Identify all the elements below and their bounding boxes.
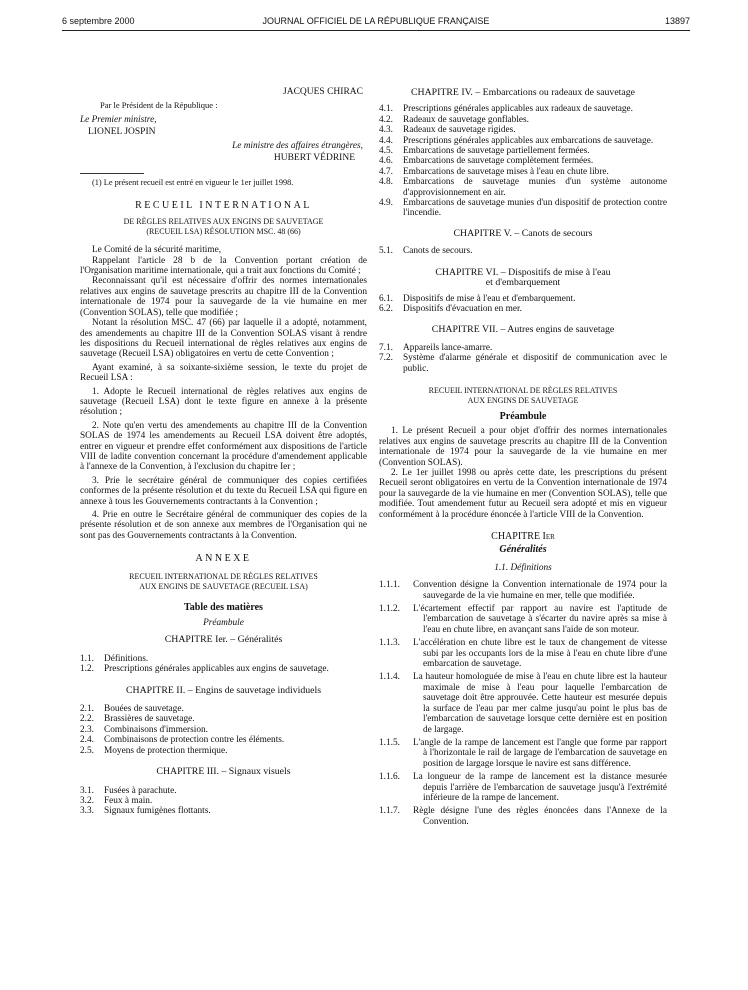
paragraph: 3. Prie le secrétaire général de communiquer des copies certifiées conformes de la présente résolution et du texte du Recueil LSA qui figure en annexe à tous les Gouvernements contractants à la Convention ; <box>80 475 367 507</box>
toc-item-number: 2.4. <box>80 735 94 746</box>
toc-item-text: Prescriptions générales applicables aux engins de sauvetage. <box>104 664 329 675</box>
header-date: 6 septembre 2000 <box>62 16 135 26</box>
recueil-title: RECUEIL INTERNATIONAL <box>135 199 312 211</box>
toc-chapter-4: CHAPITRE IV. – Embarcations ou radeaux de sauvetage <box>411 87 635 98</box>
toc-item-number: 1.2. <box>80 664 94 675</box>
definition-item <box>379 580 667 601</box>
header-rule <box>62 30 690 31</box>
toc-item-text: Appareils lance-amarre. <box>403 342 493 353</box>
signature-fa-title: Le ministre des affaires étrangères, <box>232 140 363 151</box>
toc-chapter-1-items <box>80 654 367 675</box>
toc-item <box>80 786 367 796</box>
recueil-subtitle-1: DE RÈGLES RELATIVES AUX ENGINS DE SAUVETAGE <box>123 217 324 227</box>
paragraph: Notant la résolution MSC. 47 (66) par laquelle il a adopté, notamment, des amendements au chapitre III de la Convention SOLAS visant à rendre les dispositions du Recueil international de règles relatives aux engins de sauvetage (Recueil LSA) obligatoires en vertu de cette Convention ; <box>80 318 367 360</box>
toc-title: Table des matières <box>184 601 263 613</box>
toc-item <box>80 714 367 724</box>
definition-text: Règle désigne l'une des règles énoncées dans l'Annexe de la Convention. <box>413 806 667 827</box>
toc-item-number: 4.6. <box>379 156 393 167</box>
paragraph: Rappelant l'article 28 b de la Convention portant création de l'Organisation maritime internationale, qui a trait aux fonctions du Comité ; <box>80 255 367 277</box>
toc-item-text: Signaux fumigènes flottants. <box>104 806 211 817</box>
toc-item-number: 4.1. <box>379 104 393 115</box>
recueil-subtitle-2: (RECUEIL LSA) RÉSOLUTION MSC. 48 (66) <box>146 227 301 237</box>
toc-item-number: 2.5. <box>80 745 94 756</box>
toc-preambule: Préambule <box>203 618 244 629</box>
toc-item-text: Embarcations de sauvetage mises à l'eau en chute libre. <box>403 166 609 177</box>
toc-chapter-5: CHAPITRE V. – Canots de secours <box>453 227 593 239</box>
paragraph: Ayant examiné, à sa soixante-sixième session, le texte du projet de Recueil LSA : <box>80 362 367 384</box>
toc-chapter-2: CHAPITRE II. – Engins de sauvetage individuels <box>125 684 322 696</box>
toc-item-text: Prescriptions générales applicables aux radeaux de sauvetage. <box>403 104 634 115</box>
toc-chapter-6-line-2: et d'embarquement <box>485 277 561 289</box>
definition-number: 1.1.7. <box>379 806 400 817</box>
toc-item-number: 4.9. <box>379 198 393 209</box>
toc-item-text: Prescriptions générales applicables aux embarcations de sauvetage. <box>403 135 654 146</box>
footnote-rule <box>80 173 144 174</box>
toc-chapter-6 <box>379 268 667 289</box>
toc-item <box>80 806 367 816</box>
toc-item <box>379 167 667 177</box>
signature-president: JACQUES CHIRAC <box>283 87 363 97</box>
definition-item <box>379 806 667 827</box>
toc-item <box>379 198 667 219</box>
toc-item <box>80 654 367 664</box>
recueil-heading-line-2: AUX ENGINS DE SAUVETAGE <box>467 395 579 405</box>
definition-text: L'angle de la rampe de lancement est l'angle que forme par rapport à l'horizontale le rail de largage de l'embarcation de sauvetage en position de largage lorsque le navire est sans différence. <box>413 737 667 769</box>
toc-item-number: 5.1. <box>379 246 393 257</box>
toc-item-text: Dispositifs d'évacuation en mer. <box>403 303 522 314</box>
toc-item-number: 2.3. <box>80 724 94 735</box>
toc-item-number: 6.2. <box>379 303 393 314</box>
toc-item-number: 4.3. <box>379 125 393 136</box>
toc-item-text: Brassières de sauvetage. <box>104 714 195 725</box>
toc-item-number: 4.4. <box>379 135 393 146</box>
toc-item <box>379 353 667 374</box>
toc-item <box>379 294 667 304</box>
annexe-subtitle-2: AUX ENGINS DE SAUVETAGE (RECUEIL LSA) <box>139 581 308 591</box>
toc-item-text: Radeaux de sauvetage gonflables. <box>403 114 529 125</box>
toc-chapter-6-line-1: CHAPITRE VI. – Dispositifs de mise à l'eau <box>435 266 611 278</box>
section-1-1-heading: 1.1. Définitions <box>494 562 552 573</box>
paragraph: 1. Le présent Recueil a pour objet d'offrir des normes internationales relatives aux engins de sauvetage prescrits au chapitre III de la Convention internationale de 1974 pour la sauvegarde de la vie humaine en mer (Convention SOLAS). <box>379 426 667 468</box>
toc-chapter-4-items <box>379 104 667 218</box>
annexe-subtitle-1: RECUEIL INTERNATIONAL DE RÈGLES RELATIVES <box>129 571 318 581</box>
toc-item-text: Embarcations de sauvetage munies d'un dispositif de protection contre l'incendie. <box>403 198 667 219</box>
definition-item <box>379 772 667 803</box>
toc-item <box>379 104 667 114</box>
toc-item <box>80 725 367 735</box>
toc-item-text: Canots de secours. <box>403 246 473 257</box>
toc-item <box>379 115 667 125</box>
toc-item-text: Moyens de protection thermique. <box>104 745 228 756</box>
toc-item <box>379 156 667 166</box>
paragraph: Reconnaissant qu'il est nécessaire d'offrir des normes internationales relatives aux engins de sauvetage prescrits au chapitre III de la Convention internationale de 1974 pour la sauvegarde de la vie humaine en mer (Convention SOLAS), telle que modifiée ; <box>80 276 367 318</box>
signature-by-president: Par le Président de la République : <box>100 100 218 111</box>
preambule-body <box>379 426 667 520</box>
toc-item <box>80 664 367 674</box>
definitions-list <box>379 580 667 827</box>
toc-item-text: Feux à main. <box>104 795 153 806</box>
toc-item <box>379 246 667 256</box>
definition-number: 1.1.4. <box>379 672 400 683</box>
toc-item <box>80 746 367 756</box>
toc-item <box>379 125 667 135</box>
definition-item <box>379 738 667 769</box>
toc-item-number: 2.1. <box>80 704 94 715</box>
toc-item-text: Bouées de sauvetage. <box>104 704 184 715</box>
paragraph: 1. Adopte le Recueil international de règles relatives aux engins de sauvetage (Recueil LSA) dont le texte figure en annexe à la présente résolution ; <box>80 386 367 418</box>
toc-chapter-3: CHAPITRE III. – Signaux visuels <box>156 766 291 778</box>
toc-item <box>379 136 667 146</box>
toc-item-text: Embarcations de sauvetage munies d'un système autonome d'approvisionnement en air. <box>403 177 667 198</box>
signature-pm-title: Le Premier ministre, <box>80 114 157 125</box>
paragraph: Le Comité de la sécurité maritime, <box>92 245 222 256</box>
toc-chapter-7-items <box>379 343 667 374</box>
toc-item-number: 3.3. <box>80 806 94 817</box>
definition-number: 1.1.3. <box>379 638 400 649</box>
toc-item <box>80 704 367 714</box>
definition-item <box>379 672 667 734</box>
toc-item <box>379 304 667 314</box>
definition-text: Convention désigne la Convention internationale de 1974 pour la sauvegarde de la vie humaine en mer, telle que modifiée. <box>413 580 667 601</box>
toc-item-text: Combinaisons de protection contre les éléments. <box>104 735 285 746</box>
toc-item-number: 7.1. <box>379 342 393 353</box>
definition-number: 1.1.5. <box>379 737 400 748</box>
toc-item-number: 1.1. <box>80 653 94 664</box>
paragraph: 2. Note qu'en vertu des amendements au chapitre III de la Convention SOLAS de 1974 les amendements au Recueil LSA doivent être adoptés, entrer en vigueur et prendre effet conformément aux dispositions de l'article VIII de ladite convention concernant la procédure d'amendement applicable à l'annexe de la Convention, à l'exclusion du chapitre Ier ; <box>80 420 367 473</box>
toc-item-number: 7.2. <box>379 353 393 364</box>
header-page-number: 13897 <box>664 16 690 26</box>
toc-item-number: 4.2. <box>379 114 393 125</box>
definition-text: L'accélération en chute libre est le taux de changement de vitesse subi par les occupants lors de la mise à l'eau en chute libre d'une embarcation de sauvetage. <box>413 638 667 670</box>
definition-item <box>379 638 667 669</box>
toc-item-text: Embarcations de sauvetage partiellement fermées. <box>403 146 590 157</box>
toc-item-text: Système d'alarme générale et dispositif de communication avec le public. <box>403 353 667 374</box>
toc-item-number: 3.2. <box>80 795 94 806</box>
toc-item-number: 3.1. <box>80 785 94 796</box>
toc-item-text: Définitions. <box>104 653 149 664</box>
left-column <box>80 87 367 817</box>
preambule-heading: Préambule <box>499 410 547 422</box>
toc-item-text: Dispositifs de mise à l'eau et d'embarquement. <box>403 293 576 304</box>
generalites-heading: Généralités <box>499 544 547 556</box>
recueil-heading-line-1: RECUEIL INTERNATIONAL DE RÈGLES RELATIVES <box>428 385 618 395</box>
toc-item-number: 4.8. <box>379 177 393 188</box>
toc-item <box>379 146 667 156</box>
toc-item-text: Combinaisons d'immersion. <box>104 724 208 735</box>
toc-item-number: 4.7. <box>379 166 393 177</box>
header-journal-title: JOURNAL OFFICIEL DE LA RÉPUBLIQUE FRANÇAISE <box>262 16 490 26</box>
chapter-1-heading: CHAPITRE Ier <box>491 531 555 542</box>
toc-chapter-7: CHAPITRE VII. – Autres engins de sauvetage <box>431 324 615 336</box>
toc-chapter-3-items <box>80 786 367 817</box>
definition-text: La hauteur homologuée de mise à l'eau en chute libre est la hauteur maximale de mise à l'eau pour laquelle l'embarcation de sauvetage doit être approuvée. Cette hauteur est mesurée depuis la surface de l'eau par mer calme jusqu'au point le plus bas de l'embarcation de sauvetage lorsque cette dernière est en position de largage. <box>413 672 667 735</box>
paragraph: 4. Prie en outre le Secrétaire général de communiquer des copies de la présente résolution et de son annexe aux membres de l'Organisation qui ne sont pas des Gouvernements contractants à la Convention. <box>80 510 367 541</box>
toc-item <box>80 735 367 745</box>
footnote: (1) Le présent recueil est entré en vigueur le 1er juillet 1998. <box>92 178 294 188</box>
definition-text: La longueur de la rampe de lancement est la distance mesurée depuis l'arrière de l'embarcation de sauvetage jusqu'à l'extrémité inférieure de la rampe de lancement. <box>413 772 667 803</box>
signature-pm-name: LIONEL JOSPIN <box>88 127 156 138</box>
definition-text: L'écartement effectif par rapport au navire est l'aptitude de l'embarcation de sauvetage à s'écarter du navire après sa mise à l'eau en chute libre, en avançant sans l'aide de son moteur. <box>413 604 667 635</box>
toc-item-number: 4.5. <box>379 146 393 157</box>
toc-chapter-5-items <box>379 246 667 256</box>
toc-chapter-6-items <box>379 294 667 315</box>
toc-chapter-1: CHAPITRE Ier. – Généralités <box>164 634 283 646</box>
toc-item <box>379 343 667 353</box>
toc-item-number: 2.2. <box>80 714 94 725</box>
annexe-title: ANNEXE <box>195 553 252 565</box>
right-column <box>379 88 667 827</box>
definition-number: 1.1.6. <box>379 772 400 783</box>
toc-item-number: 6.1. <box>379 293 393 304</box>
paragraph: 2. Le 1er juillet 1998 ou après cette date, les prescriptions du présent Recueil seront obligatoires en vertu de la Convention internationale de 1974 pour la sauvegarde de la vie humaine en mer (Convention SOLAS), telle que modifiée. Tout amendement futur au Recueil sera adopté et mis en vigueur conformément à la procédure énoncée à l'article VIII de la Convention. <box>379 467 667 520</box>
toc-item <box>379 177 667 198</box>
definition-number: 1.1.1. <box>379 580 400 591</box>
signature-fa-name: HUBERT VÉDRINE <box>273 153 355 164</box>
definition-item <box>379 604 667 635</box>
toc-item-text: Radeaux de sauvetage rigides. <box>403 125 516 136</box>
page-header <box>62 16 690 30</box>
toc-item <box>80 796 367 806</box>
toc-item-text: Fusées à parachute. <box>104 785 177 796</box>
toc-chapter-2-items <box>80 704 367 756</box>
toc-item-text: Embarcations de sauvetage complètement fermées. <box>403 156 594 167</box>
definition-number: 1.1.2. <box>379 604 400 615</box>
resolution-body <box>80 245 367 541</box>
